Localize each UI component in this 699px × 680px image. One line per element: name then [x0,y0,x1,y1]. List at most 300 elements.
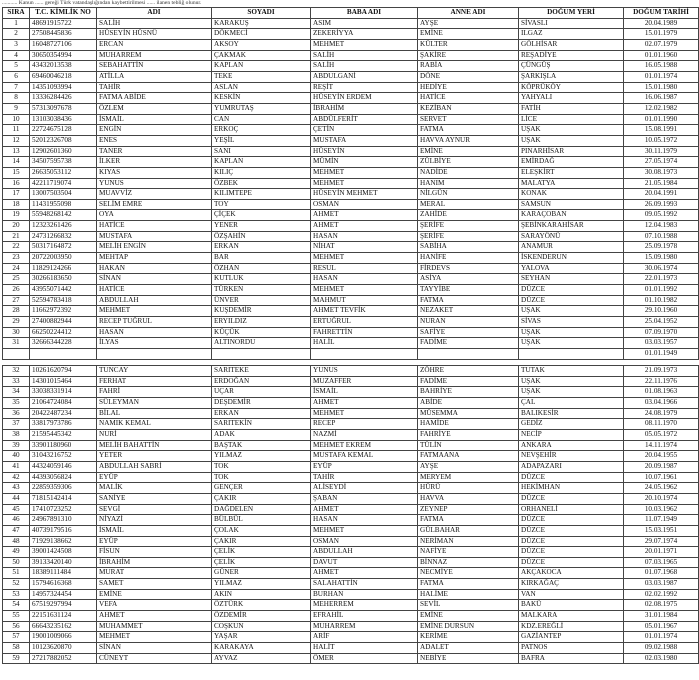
cell-soyadi: YILMAZ [212,579,311,590]
cell-tc-kimlik-no: 50317164872 [30,242,97,253]
cell-dogum-yeri: NECİP [519,429,624,440]
cell-dogum-yeri: NEVŞEHİR [519,451,624,462]
cell-adi: HASAN [97,327,212,338]
cell-adi: İLKER [97,157,212,168]
cell-dogum-yeri: ORHANELİ [519,504,624,515]
cell-dogum-yeri: ANAMUR [519,242,624,253]
cell-soyadi: DEŞDEMİR [212,397,311,408]
cell-dogum-yeri: GÖLHİSAR [519,39,624,50]
cell-dogum-yeri: SARAYÖNÜ [519,231,624,242]
cell-adi: HAKAN [97,263,212,274]
cell-dogum-yeri [519,349,624,360]
cell-dogum-tarihi: 01.01.1992 [624,285,699,296]
cell-tc-kimlik-no: 22151631124 [30,611,97,622]
cell-adi: İSMAİL [97,114,212,125]
cell-anne-adi [418,349,519,360]
cell-tc-kimlik-no: 26635053112 [30,167,97,178]
table-row [3,71,699,82]
cell-dogum-tarihi: 02.08.1975 [624,600,699,611]
header-adi: ADI [97,8,212,19]
cell-soyadi: TOK [212,472,311,483]
cell-soyadi: KARAKUŞ [212,18,311,29]
cell-baba-adi: AHMET [311,221,418,232]
cell-dogum-yeri: ANKARA [519,440,624,451]
cell-adi: TANER [97,146,212,157]
cell-anne-adi: HAVVA AYNUR [418,135,519,146]
cell-sira: 29 [3,317,30,328]
cell-adi: EMİNE [97,589,212,600]
cell-dogum-yeri: ŞARKIŞLA [519,71,624,82]
cell-baba-adi: ABDULLAH [311,547,418,558]
cell-soyadi: ÇAKIR [212,493,311,504]
cell-tc-kimlik-no: 52594783418 [30,295,97,306]
cell-sira: 2 [3,29,30,40]
cell-anne-adi: AYŞE [418,18,519,29]
cell-anne-adi: ABİDE [418,397,519,408]
cell-dogum-yeri: SİVAS [519,317,624,328]
cell-adi: MURAT [97,568,212,579]
cell-sira: 7 [3,82,30,93]
cell-dogum-yeri: PINARHİSAR [519,146,624,157]
cell-dogum-tarihi: 30.08.1973 [624,167,699,178]
table-row [3,135,699,146]
cell-dogum-yeri: FATİH [519,103,624,114]
cell-dogum-tarihi: 03.03.1987 [624,579,699,590]
cell-tc-kimlik-no: 33817973786 [30,419,97,430]
cell-baba-adi: AHMET TEVFİK [311,306,418,317]
cell-dogum-tarihi: 09.02.1988 [624,643,699,654]
cell-anne-adi: HALİME [418,589,519,600]
cell-baba-adi: HALİT [311,643,418,654]
cell-anne-adi: HÜRÜ [418,483,519,494]
cell-soyadi: TEKE [212,71,311,82]
cell-adi: KIYAS [97,167,212,178]
cell-adi: İLYAS [97,338,212,349]
cell-adi: FAHRİ [97,387,212,398]
table-row [3,653,699,664]
cell-anne-adi: NAFİYE [418,547,519,558]
cell-dogum-yeri: LİCE [519,114,624,125]
cell-sira: 47 [3,525,30,536]
cell-tc-kimlik-no: 43432013538 [30,61,97,72]
cell-sira: 11 [3,125,30,136]
cell-dogum-yeri: PATNOS [519,643,624,654]
cell-soyadi: TÜRKEN [212,285,311,296]
cell-baba-adi: HÜSEYİN MEHMET [311,189,418,200]
cell-sira: 39 [3,440,30,451]
cell-soyadi: ÖZŞAHİN [212,231,311,242]
citizens-table-1 [2,7,699,360]
cell-soyadi: KARAKAYA [212,643,311,654]
cell-tc-kimlik-no: 44393056824 [30,472,97,483]
cell-dogum-yeri: DÜZCE [519,547,624,558]
cell-baba-adi: MEHMET [311,178,418,189]
cell-baba-adi: MUHARREM [311,621,418,632]
cell-dogum-yeri: İSKENDERUN [519,253,624,264]
table-row [3,114,699,125]
cell-dogum-yeri: UŞAK [519,125,624,136]
table-row [3,600,699,611]
cell-baba-adi: MAHMUT [311,295,418,306]
cell-anne-adi: FAHRİYE [418,429,519,440]
cell-sira: 59 [3,653,30,664]
cell-baba-adi: MUSTAFA [311,135,418,146]
cell-dogum-yeri: ADAPAZARI [519,461,624,472]
cell-anne-adi: BAHRİYE [418,387,519,398]
cell-tc-kimlik-no: 30650354994 [30,50,97,61]
cell-soyadi: KAPLAN [212,61,311,72]
cell-adi: SALİH [97,18,212,29]
cell-dogum-tarihi: 15.08.1991 [624,125,699,136]
table-row [3,429,699,440]
cell-dogum-tarihi: 30.06.1974 [624,263,699,274]
header-anne-adi: ANNE ADI [418,8,519,19]
cell-anne-adi: AYŞE [418,461,519,472]
table-row [3,504,699,515]
table-row [3,349,699,360]
cell-sira: 19 [3,210,30,221]
cell-dogum-tarihi: 05.05.1972 [624,429,699,440]
cell-adi: ERCAN [97,39,212,50]
table-row [3,547,699,558]
cell-dogum-yeri: DÜZCE [519,536,624,547]
cell-tc-kimlik-no: 52012326708 [30,135,97,146]
cell-sira: 58 [3,643,30,654]
cell-soyadi: ÖZTÜRK [212,600,311,611]
cell-dogum-tarihi: 20.04.1991 [624,189,699,200]
cell-sira: 52 [3,579,30,590]
cell-tc-kimlik-no: 33038331914 [30,387,97,398]
table-header-row [3,8,699,19]
cell-adi: NİYAZİ [97,515,212,526]
cell-dogum-yeri: ELEŞKİRT [519,167,624,178]
cell-sira: 27 [3,295,30,306]
table-row [3,557,699,568]
cell-dogum-tarihi: 08.11.1970 [624,419,699,430]
cell-anne-adi: FATMAANA [418,451,519,462]
cell-baba-adi: MEHMET [311,253,418,264]
cell-sira: 34 [3,387,30,398]
cell-adi: HATİCE [97,221,212,232]
cell-adi: MALİK [97,483,212,494]
cell-dogum-tarihi: 01.08.1963 [624,387,699,398]
cell-dogum-yeri: SİVASLI [519,18,624,29]
cell-adi: YETER [97,451,212,462]
cell-baba-adi: MEHMET [311,39,418,50]
table-row [3,327,699,338]
cell-dogum-tarihi: 07.10.1988 [624,231,699,242]
cell-dogum-tarihi: 29.10.1960 [624,306,699,317]
cell-sira: 40 [3,451,30,462]
cell-dogum-yeri: BAFRA [519,653,624,664]
table-row [3,178,699,189]
cell-anne-adi: FATMA [418,125,519,136]
cell-tc-kimlik-no: 17410723252 [30,504,97,515]
cell-tc-kimlik-no: 66643235162 [30,621,97,632]
cell-soyadi: UÇAR [212,387,311,398]
cell-baba-adi: MEHMET [311,167,418,178]
cell-tc-kimlik-no: 18389111484 [30,568,97,579]
cell-baba-adi: HASAN [311,515,418,526]
table-row [3,397,699,408]
cell-sira: 8 [3,93,30,104]
cell-dogum-tarihi: 16.06.1987 [624,93,699,104]
cell-adi: HÜSEYİN HÜSNÜ [97,29,212,40]
cell-baba-adi: AHMET [311,210,418,221]
cell-anne-adi: HAMİDE [418,419,519,430]
cell-baba-adi: DAVUT [311,557,418,568]
cell-soyadi: KAPLAN [212,157,311,168]
cell-baba-adi: ALİSEYDİ [311,483,418,494]
cell-dogum-tarihi: 07.03.1965 [624,557,699,568]
header-soyadi: SOYADI [212,8,311,19]
cell-soyadi: AKSOY [212,39,311,50]
header-tc-kimlik-no: T.C. KİMLİK NO [30,8,97,19]
cell-dogum-yeri: ÇÜNGÜŞ [519,61,624,72]
table-row [3,157,699,168]
cell-baba-adi: ASIM [311,18,418,29]
cell-sira: 36 [3,408,30,419]
cell-baba-adi: RESUL [311,263,418,274]
cell-dogum-tarihi: 01.01.1960 [624,50,699,61]
cell-soyadi: BÜLBÜL [212,515,311,526]
cell-baba-adi: OSMAN [311,199,418,210]
cell-dogum-yeri: ILGAZ [519,29,624,40]
table-row [3,408,699,419]
cell-adi: İSMAİL [97,525,212,536]
table-row [3,632,699,643]
cell-baba-adi: MUSTAFA KEMAL [311,451,418,462]
cell-dogum-yeri: UŞAK [519,338,624,349]
cell-sira: 51 [3,568,30,579]
cell-tc-kimlik-no: 13007503504 [30,189,97,200]
table-row [3,61,699,72]
cell-soyadi: KESKİN [212,93,311,104]
cell-tc-kimlik-no: 14351093994 [30,82,97,93]
cell-soyadi: ÖZHAN [212,263,311,274]
cell-adi: MELİH BAHATTİN [97,440,212,451]
cell-soyadi: ÇOLAK [212,525,311,536]
cell-tc-kimlik-no: 40739179516 [30,525,97,536]
table-row [3,419,699,430]
cell-dogum-yeri: DÜZCE [519,493,624,504]
cell-anne-adi: HANİFE [418,253,519,264]
cell-dogum-yeri: KARAÇOBAN [519,210,624,221]
cell-adi: SEVGİ [97,504,212,515]
cell-tc-kimlik-no: 34507595738 [30,157,97,168]
cell-dogum-yeri: UŞAK [519,135,624,146]
cell-dogum-yeri: DÜZCE [519,557,624,568]
cell-baba-adi: EYÜP [311,461,418,472]
cell-sira: 49 [3,547,30,558]
cell-anne-adi: NURAN [418,317,519,328]
cell-anne-adi: SABİHA [418,242,519,253]
cell-tc-kimlik-no: 27217882052 [30,653,97,664]
cell-dogum-tarihi: 02.03.1980 [624,653,699,664]
cell-tc-kimlik-no: 10261620794 [30,366,97,377]
cell-dogum-tarihi: 03.03.1957 [624,338,699,349]
cell-dogum-yeri: MALATYA [519,178,624,189]
cell-adi: ABDULLAH [97,295,212,306]
cell-soyadi: ERYILDIZ [212,317,311,328]
cell-adi: SAMET [97,579,212,590]
table-row [3,82,699,93]
cell-soyadi: ÖZBEK [212,178,311,189]
table-row [3,221,699,232]
cell-tc-kimlik-no: 13103038436 [30,114,97,125]
cell-anne-adi: HEDİYE [418,82,519,93]
cell-dogum-yeri: KONAK [519,189,624,200]
cell-sira: 18 [3,199,30,210]
cell-dogum-yeri: ŞEBİNKARAHİSAR [519,221,624,232]
cell-tc-kimlik-no: 43955071442 [30,285,97,296]
table-row [3,366,699,377]
cell-sira: 17 [3,189,30,200]
cell-baba-adi: MUZAFFER [311,376,418,387]
cell-adi: MUHAMMET [97,621,212,632]
cell-dogum-yeri: DÜZCE [519,285,624,296]
cell-adi: HATİCE [97,285,212,296]
cell-baba-adi: TAHİR [311,472,418,483]
cell-baba-adi: FAHRETTİN [311,327,418,338]
table-row [3,338,699,349]
cell-tc-kimlik-no: 67519297994 [30,600,97,611]
cell-adi: OYA [97,210,212,221]
cell-soyadi: ÇELİK [212,557,311,568]
cell-dogum-tarihi: 14.11.1974 [624,440,699,451]
cell-tc-kimlik-no: 24967891310 [30,515,97,526]
cell-anne-adi: NEZAKET [418,306,519,317]
cell-sira: 33 [3,376,30,387]
cell-dogum-tarihi: 01.01.1949 [624,349,699,360]
cell-dogum-tarihi: 12.02.1982 [624,103,699,114]
cell-sira: 13 [3,146,30,157]
cell-adi: YUNUS [97,178,212,189]
header-sira: SIRA [3,8,30,19]
cell-baba-adi: EFRAHİL [311,611,418,622]
cell-tc-kimlik-no: 20722003950 [30,253,97,264]
cell-anne-adi: FATMA [418,515,519,526]
cell-soyadi: GÜNER [212,568,311,579]
cell-tc-kimlik-no: 32666344228 [30,338,97,349]
table-row [3,274,699,285]
cell-soyadi: ÖZDEMİR [212,611,311,622]
cell-soyadi: KUTLUK [212,274,311,285]
cell-baba-adi: AHMET [311,568,418,579]
cell-sira: 48 [3,536,30,547]
cell-baba-adi: MEHMET [311,285,418,296]
cell-baba-adi: HÜSEYİN ERDEM [311,93,418,104]
cell-anne-adi: ZAHİDE [418,210,519,221]
cell-soyadi: ÇİÇEK [212,210,311,221]
cell-dogum-yeri: DÜZCE [519,472,624,483]
cell-baba-adi: ABDULGANİ [311,71,418,82]
cell-sira: 41 [3,461,30,472]
cell-dogum-tarihi: 26.09.1993 [624,199,699,210]
cell-anne-adi: KEZİBAN [418,103,519,114]
cell-dogum-tarihi: 15.01.1979 [624,29,699,40]
cell-sira: 28 [3,306,30,317]
cell-adi: ENGİN [97,125,212,136]
cell-adi: İBRAHİM [97,557,212,568]
cell-tc-kimlik-no: 71815142414 [30,493,97,504]
cell-sira: 46 [3,515,30,526]
table-row [3,146,699,157]
cell-tc-kimlik-no: 22724675128 [30,125,97,136]
cell-baba-adi: MEHMET [311,525,418,536]
cell-tc-kimlik-no: 27508445836 [30,29,97,40]
cell-adi: EYÜP [97,472,212,483]
cell-dogum-yeri: YALOVA [519,263,624,274]
cell-tc-kimlik-no: 15794616368 [30,579,97,590]
cell-adi [97,349,212,360]
cell-adi: SİNAN [97,643,212,654]
cell-sira: 53 [3,589,30,600]
cell-baba-adi: MEHMET [311,408,418,419]
cell-sira: 26 [3,285,30,296]
cell-baba-adi: İSMAİL [311,387,418,398]
cell-dogum-tarihi: 25.09.1978 [624,242,699,253]
cell-baba-adi: AHMET [311,397,418,408]
cell-baba-adi: SALAHATTİN [311,579,418,590]
header-dogum-tarihi: DOĞUM TARİHİ [624,8,699,19]
cell-anne-adi: FATMA [418,295,519,306]
cell-anne-adi: EMİNE DURSUN [418,621,519,632]
table-row [3,621,699,632]
cell-sira: 54 [3,600,30,611]
cell-dogum-tarihi: 15.09.1980 [624,253,699,264]
cell-dogum-tarihi: 11.07.1949 [624,515,699,526]
cell-dogum-yeri: KDZ.EREĞLİ [519,621,624,632]
cell-sira: 35 [3,397,30,408]
cell-baba-adi [311,349,418,360]
cell-tc-kimlik-no: 21064724084 [30,397,97,408]
cell-soyadi: ERKAN [212,408,311,419]
cell-soyadi: KUŞDEMİR [212,306,311,317]
cell-anne-adi: TAYYİBE [418,285,519,296]
cell-baba-adi: MEHERREM [311,600,418,611]
cell-dogum-tarihi: 24.08.1979 [624,408,699,419]
cell-soyadi: ADAK [212,429,311,440]
cell-dogum-tarihi: 02.07.1979 [624,39,699,50]
cell-dogum-tarihi: 20.10.1974 [624,493,699,504]
cell-tc-kimlik-no: 30266183650 [30,274,97,285]
table-row [3,210,699,221]
cell-soyadi: GENÇER [212,483,311,494]
cell-soyadi: ERKOÇ [212,125,311,136]
cell-dogum-tarihi: 01.10.1982 [624,295,699,306]
cell-dogum-tarihi: 01.01.1990 [624,114,699,125]
cell-tc-kimlik-no: 13336284426 [30,93,97,104]
table-row [3,493,699,504]
cell-dogum-tarihi: 12.04.1983 [624,221,699,232]
table-row [3,50,699,61]
cell-dogum-tarihi: 27.05.1974 [624,157,699,168]
cell-anne-adi: SAFİYE [418,327,519,338]
table-row [3,472,699,483]
cell-tc-kimlik-no: 11829124266 [30,263,97,274]
cell-dogum-tarihi: 20.04.1955 [624,451,699,462]
cell-dogum-tarihi: 16.05.1988 [624,61,699,72]
cell-dogum-tarihi: 01.07.1968 [624,568,699,579]
cell-soyadi: SARITEKE [212,366,311,377]
cell-soyadi: ALTINORDU [212,338,311,349]
cell-adi: MUAVVİZ [97,189,212,200]
cell-dogum-tarihi: 10.03.1962 [624,504,699,515]
cell-anne-adi: KÜLTER [418,39,519,50]
cell-dogum-yeri: AKÇAKOCA [519,568,624,579]
cell-baba-adi: OSMAN [311,536,418,547]
